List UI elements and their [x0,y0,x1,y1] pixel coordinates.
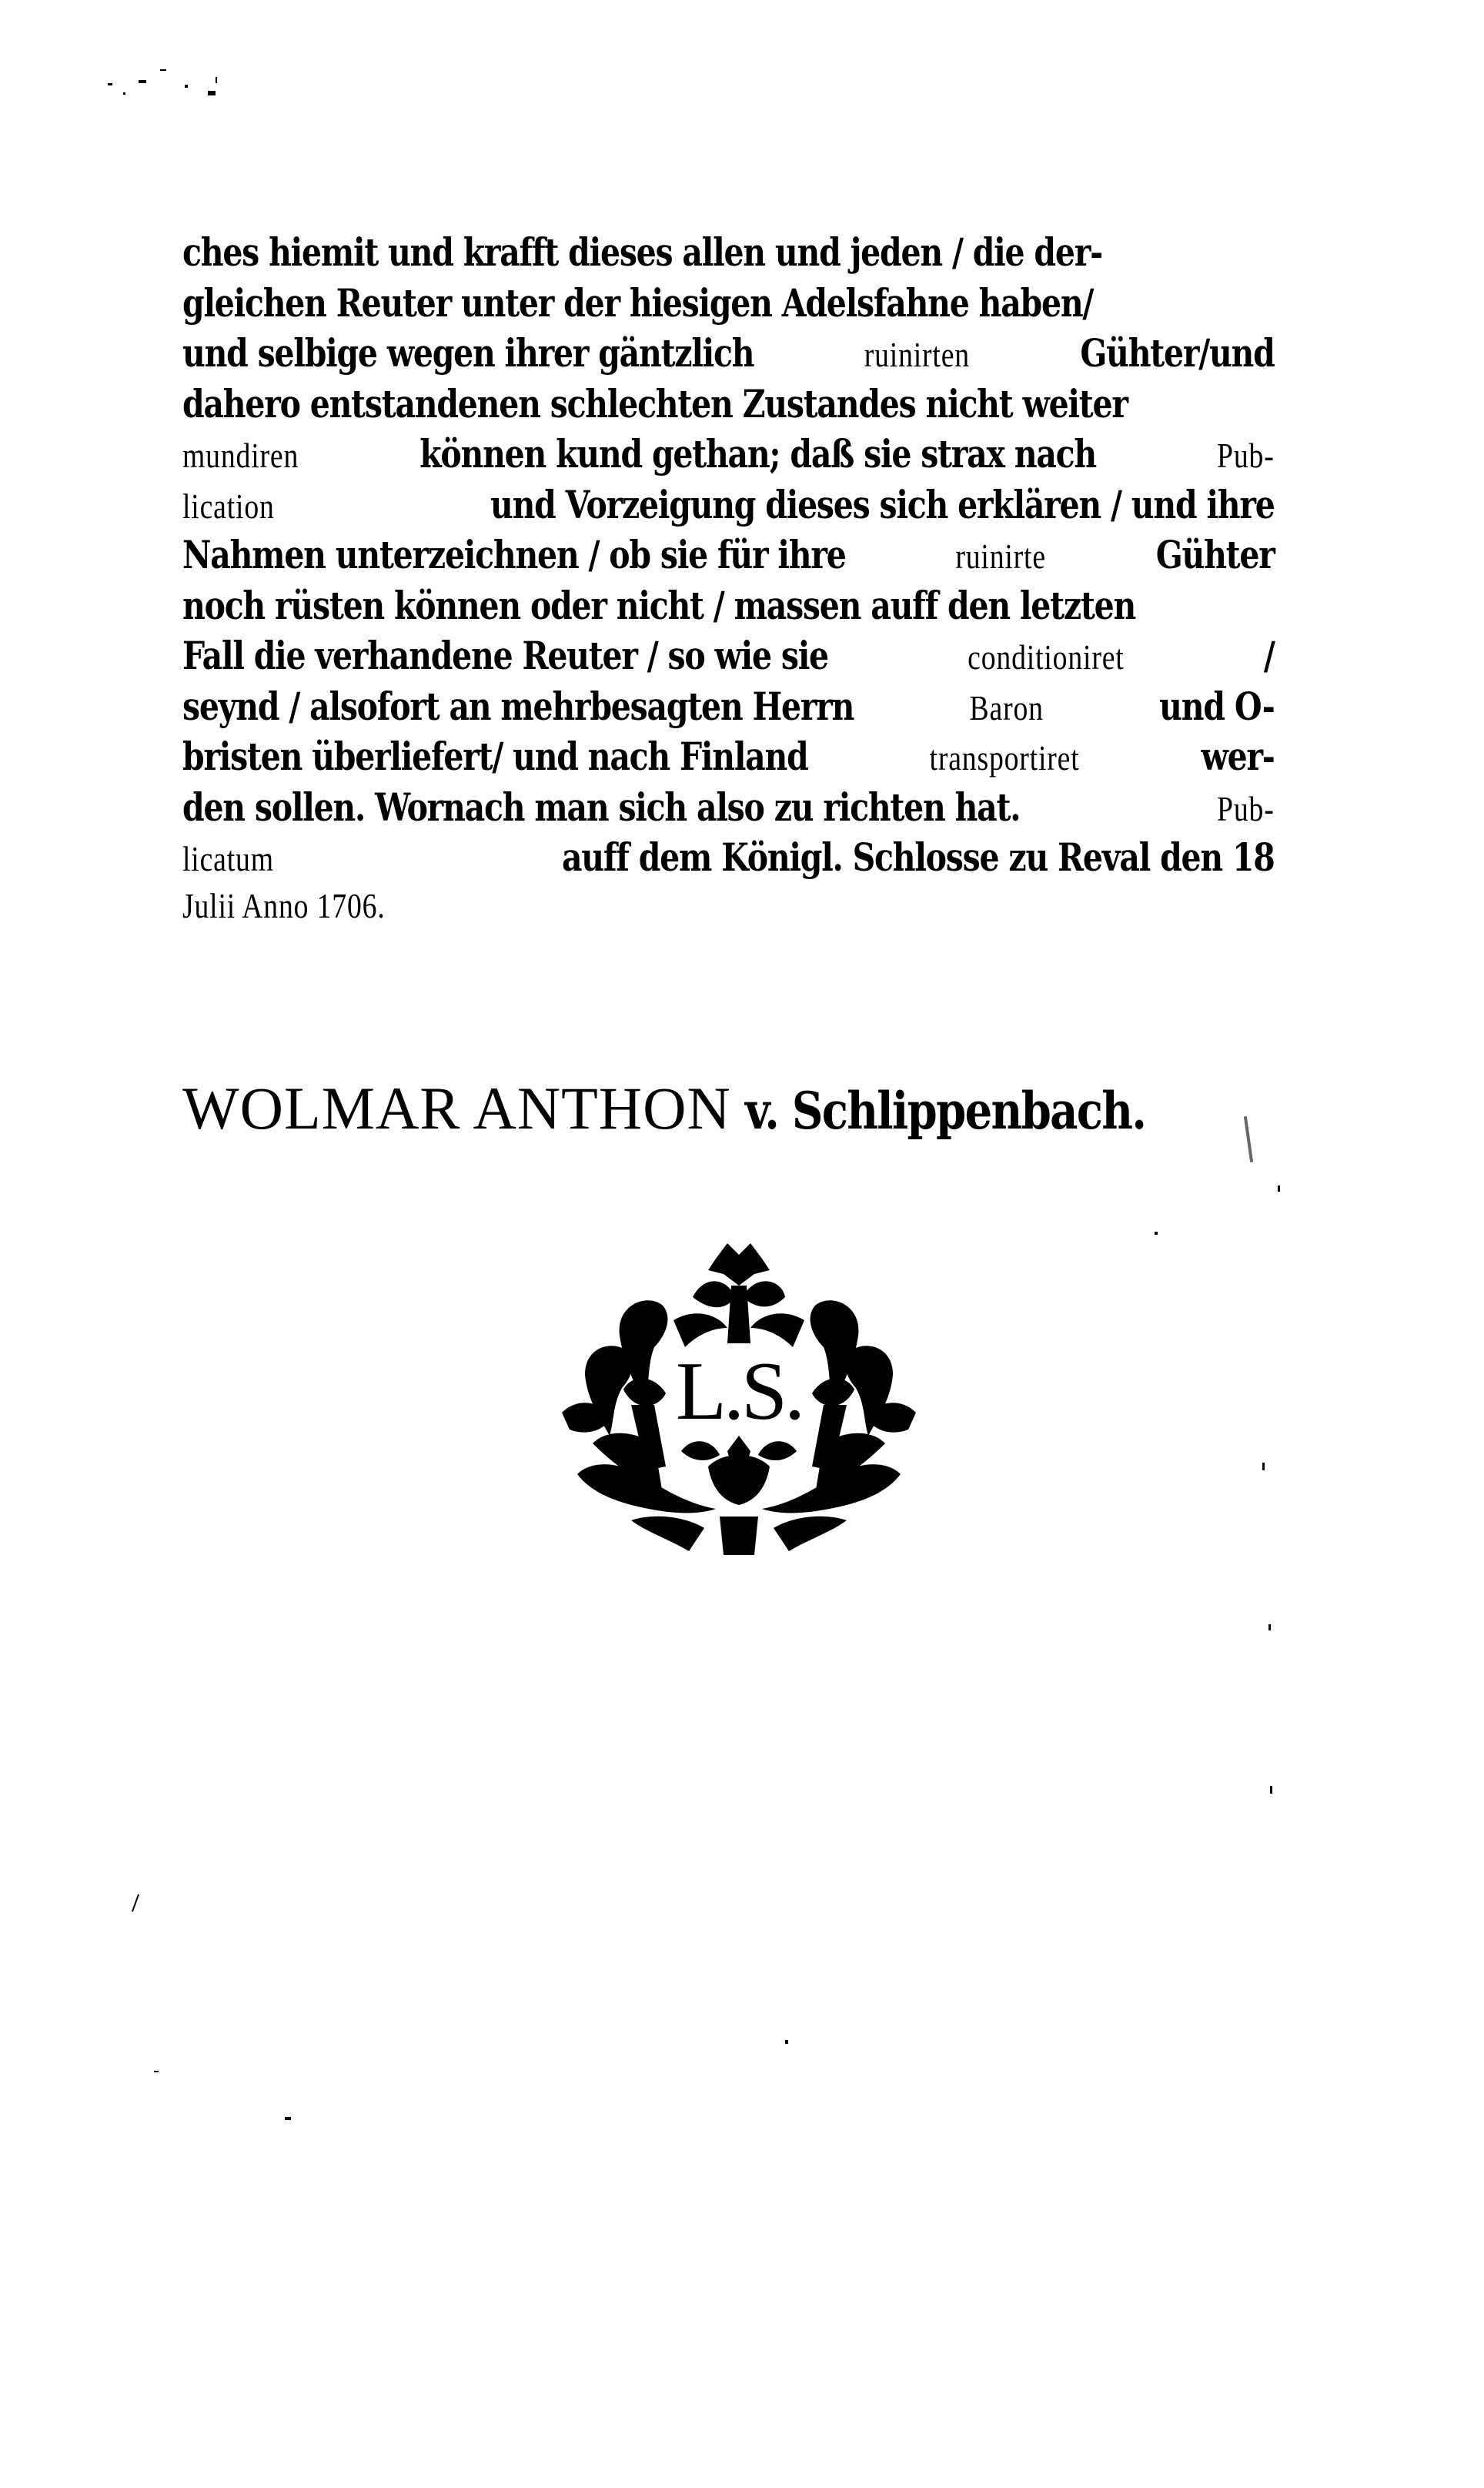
fraktur-text: bristen überliefert/ und nach Finland [182,734,808,779]
text-line-date [182,885,1275,936]
roman-word: lication [182,486,275,526]
fraktur-text: und selbige wegen ihrer gäntzlich [182,330,754,376]
scan-speck [1155,1232,1158,1235]
roman-word: ruinirte [955,537,1046,576]
fraktur-text: Gühter [1155,532,1275,577]
text-line [182,280,1275,331]
fraktur-text: und O- [1159,683,1275,729]
seal-label-wrap [539,1212,939,1567]
signature [182,1074,1216,1143]
roman-word: transportiret [929,738,1080,778]
fraktur-text: und Vorzeigung dieses sich erklären / und ihre [490,481,1275,527]
text-line [182,734,1275,784]
scan-noise-marks [92,54,246,100]
signatory-surname: v. Schlippenbach. [744,1081,1145,1141]
fraktur-text: wer- [1201,734,1275,779]
text-line [182,431,1275,482]
fraktur-text: dahero entstandenen schlechten Zustandes nicht weiter [182,380,1128,426]
text-line [182,583,1275,634]
fraktur-text: Nahmen unterzeichnen / ob sie für ihre [182,532,846,577]
scan-speck [1262,1463,1265,1470]
text-line [182,784,1275,835]
fraktur-text: können kund gethan; daß sie strax nach [419,431,1096,477]
text-line [182,633,1275,684]
seal-ornament [539,1212,939,1567]
fraktur-text: / [1263,633,1275,678]
fraktur-text: gleichen Reuter unter der hiesigen Adelsfahne haben/ [182,279,1094,326]
roman-word: Pub- [1217,788,1275,828]
roman-word: mundiren [182,436,299,475]
roman-word: conditioniret [968,637,1125,677]
roman-word: Pub- [1217,436,1275,475]
fraktur-text: seynd / alsofort an mehrbesagten Herrn [182,683,854,729]
seal-label: L.S. [675,1346,803,1437]
scan-speck [154,2071,159,2072]
fraktur-text: ches hiemit und krafft dieses allen und jeden / die der- [182,229,1102,275]
text-line [182,532,1275,583]
scan-speck [285,2117,291,2120]
scan-speck [132,1894,139,1911]
text-line [182,330,1275,381]
roman-word: ruinirten [864,335,970,374]
roman-word: Baron [969,687,1044,727]
fraktur-text: Fall die verhandene Reuter / so wie sie [182,633,828,678]
text-line [182,684,1275,734]
scan-speck [1268,1624,1271,1630]
proclamation-body [182,229,1275,935]
fraktur-text: auff dem Königl. Schlosse zu Reval den 18 [561,834,1275,880]
fraktur-text: den sollen. Wornach man sich also zu richten hat. [182,784,1021,830]
text-line [182,482,1275,533]
scan-speck [785,2040,788,2044]
roman-word: Julii Anno 1706. [182,885,386,925]
signatory-name: WOLMAR ANTHON [182,1075,731,1142]
scan-speck [1244,1116,1253,1162]
roman-word: licatum [182,839,274,878]
text-line [182,229,1275,280]
scan-speck [1270,1786,1272,1794]
scan-speck [1278,1185,1280,1192]
fraktur-text: noch rüsten können oder nicht / massen auff den letzten [182,582,1136,628]
text-line [182,834,1275,885]
fraktur-text: Gühter/und [1080,330,1275,376]
text-line [182,381,1275,432]
